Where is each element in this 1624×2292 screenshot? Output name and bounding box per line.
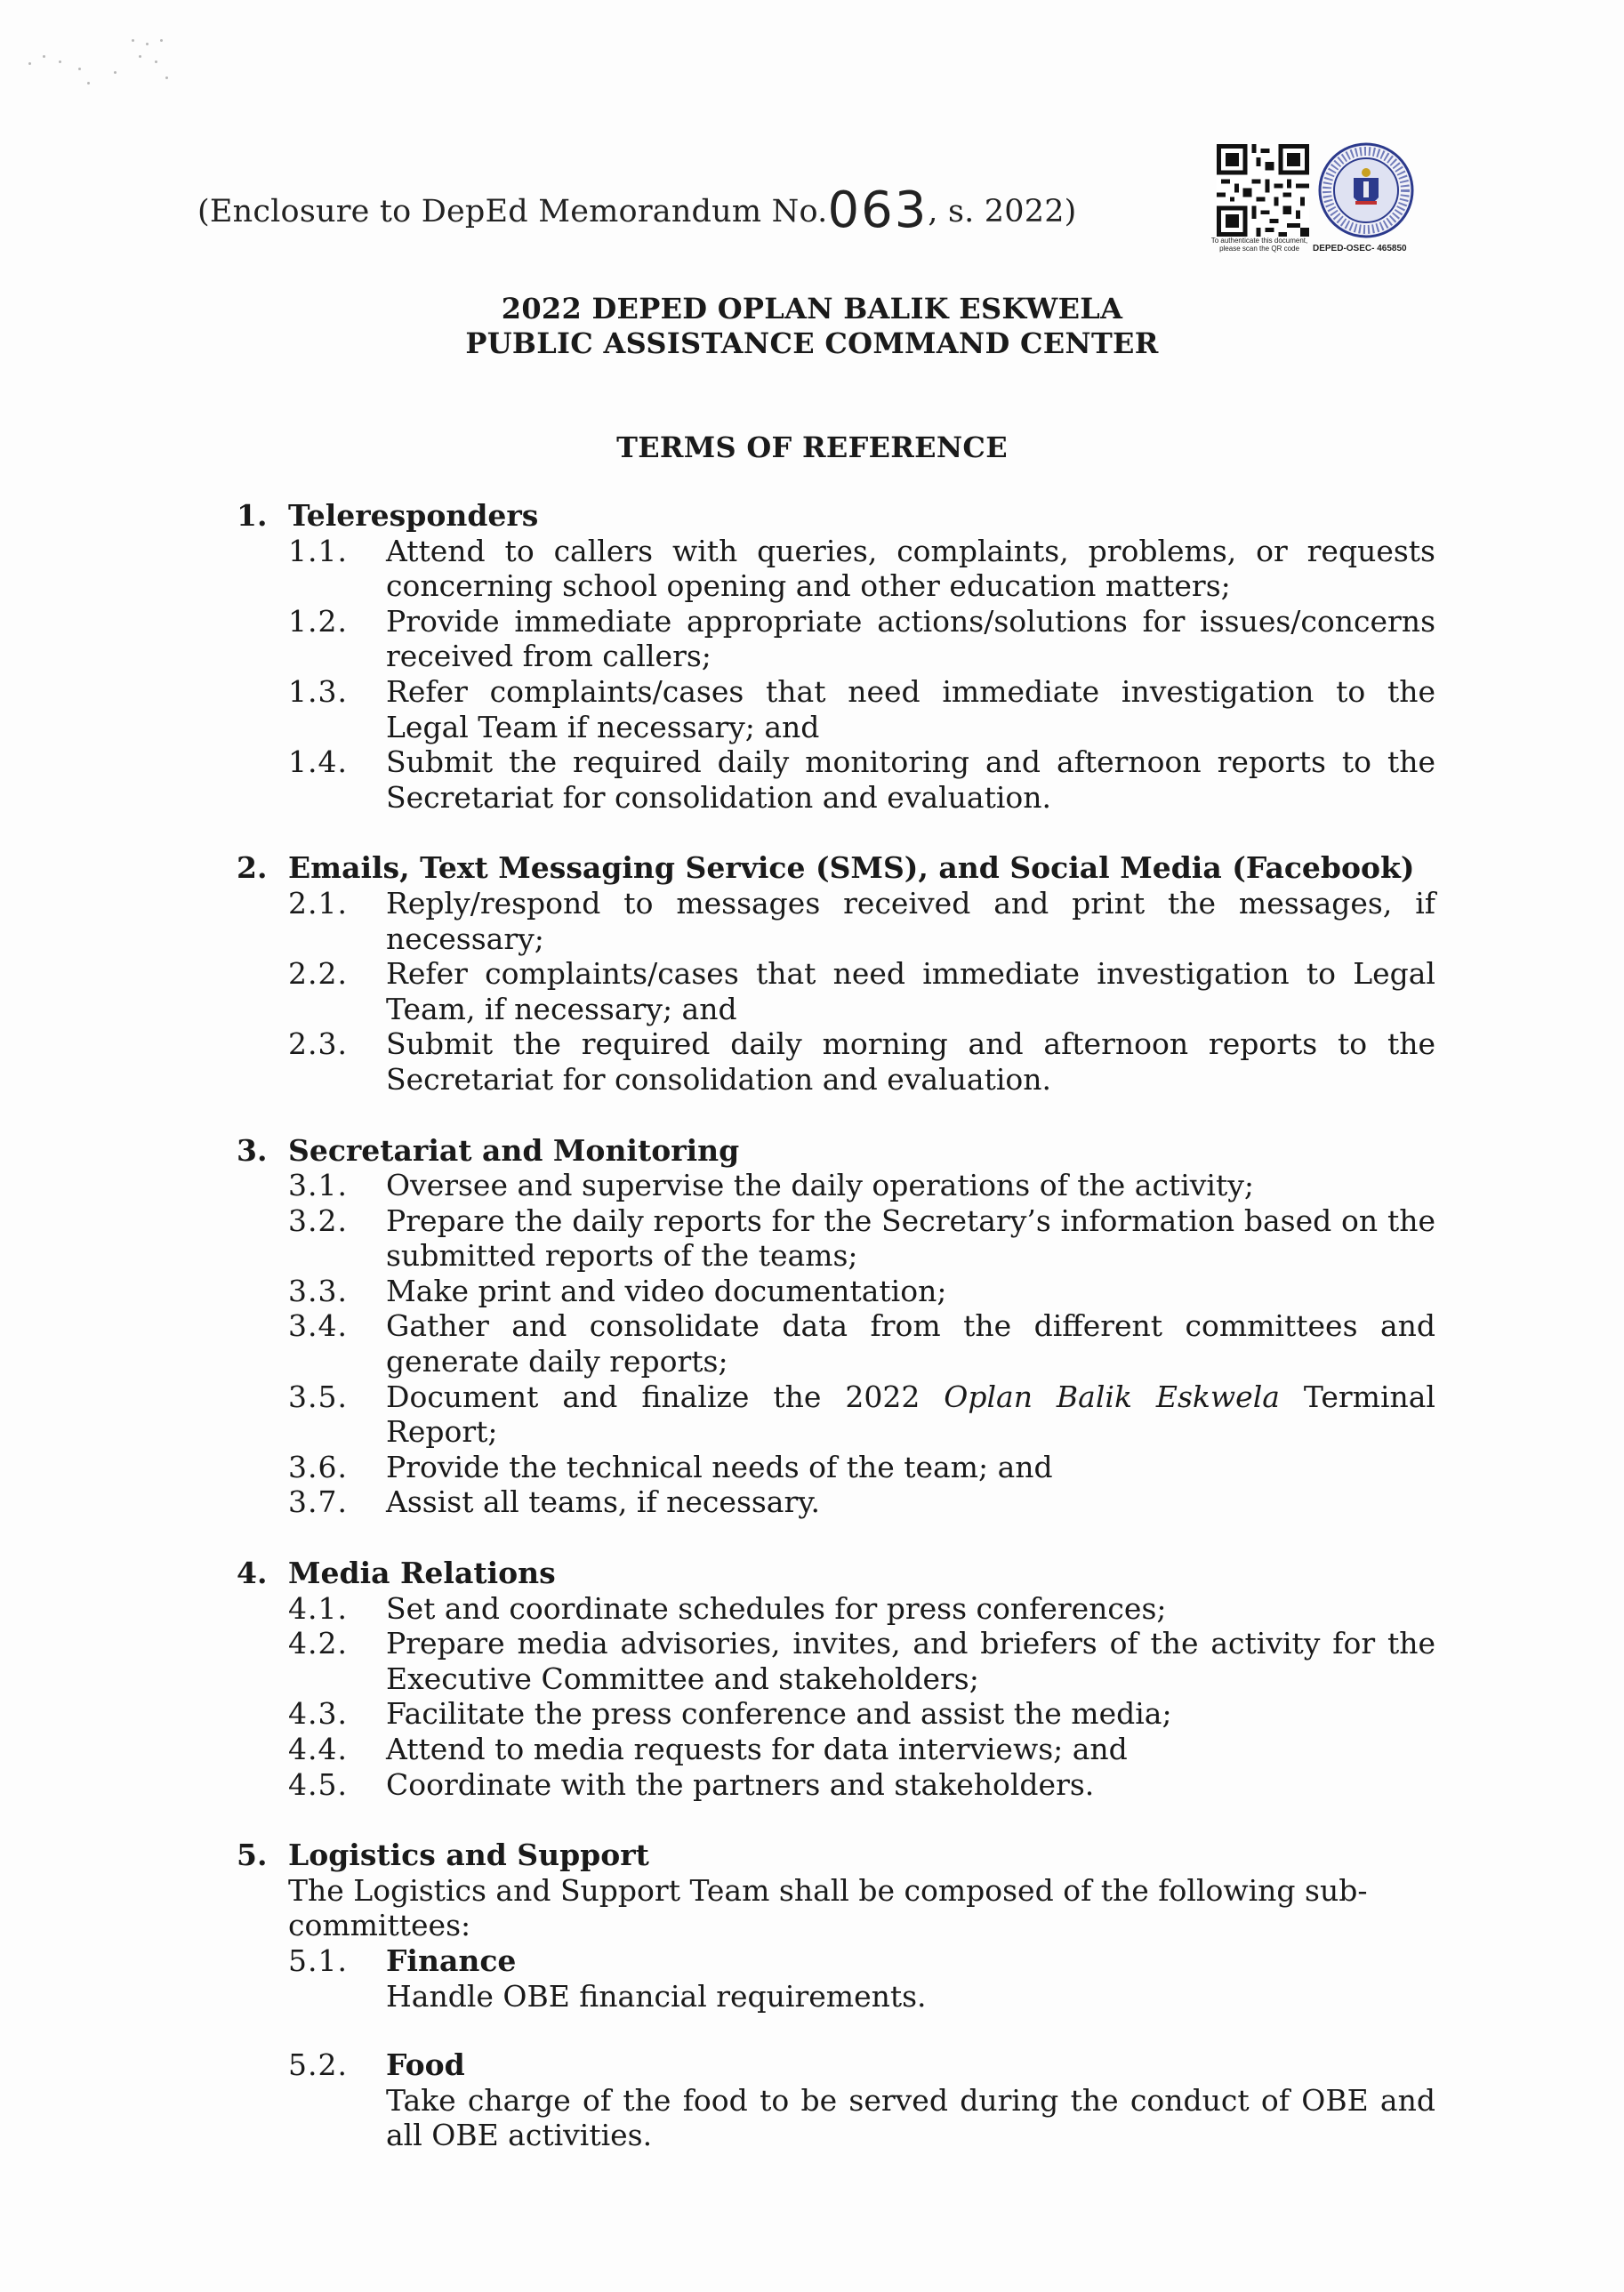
item-text: Set and coordinate schedules for press conferences; xyxy=(386,1590,1167,1626)
list-item xyxy=(237,1168,1435,1203)
subcommittee-finance xyxy=(237,1943,1435,2014)
item-number: 1.4. xyxy=(288,744,348,780)
qr-code-icon xyxy=(1217,144,1314,240)
item-text-italic: Oplan Balik Eskwela xyxy=(944,1379,1280,1414)
section-teleresponders xyxy=(237,498,1435,815)
section-title: Teleresponders xyxy=(288,498,539,533)
section-logistics-support xyxy=(237,1838,1435,2153)
section-heading xyxy=(237,1838,1435,1873)
list-item xyxy=(237,1274,1435,1309)
list-item xyxy=(237,1484,1435,1520)
item-text: Assist all teams, if necessary. xyxy=(386,1484,821,1520)
item-number: 1.2. xyxy=(288,603,348,639)
spacer xyxy=(237,2014,1435,2047)
section-emails-sms-social xyxy=(237,850,1435,1097)
item-text: Oversee and supervise the daily operations of the activity; xyxy=(386,1168,1254,1203)
list-item xyxy=(237,1732,1435,1767)
title-line-2: PUBLIC ASSISTANCE COMMAND CENTER xyxy=(465,326,1159,360)
item-text: Submit the required daily morning and afternoon reports to the Secretariat for consolidation and evaluation. xyxy=(386,1026,1435,1097)
item-number: 4.3. xyxy=(288,1696,348,1732)
enclosure-prefix: (Enclosure to DepEd Memorandum No. xyxy=(197,194,828,229)
item-number: 3.5. xyxy=(288,1379,348,1414)
item-number: 4.5. xyxy=(288,1766,348,1802)
section-title: Logistics and Support xyxy=(288,1838,649,1873)
list-item xyxy=(237,1626,1435,1696)
list-item xyxy=(237,956,1435,1026)
subcommittee-food xyxy=(237,2047,1435,2153)
item-text: Prepare the daily reports for the Secretary’s information based on the submitted reports of the teams; xyxy=(386,1202,1435,1274)
item-number: 3.3. xyxy=(288,1273,348,1308)
section-media-relations xyxy=(237,1556,1435,1802)
item-number: 2.1. xyxy=(288,885,348,921)
enclosure-suffix: , s. 2022) xyxy=(928,194,1077,229)
item-text-pre: Document and finalize the 2022 xyxy=(386,1379,945,1414)
list-item xyxy=(237,1591,1435,1627)
item-number: 3.1. xyxy=(288,1168,348,1203)
memo-number: 063 xyxy=(827,181,929,239)
item-text: Provide immediate appropriate actions/solutions for issues/concerns received from callers; xyxy=(386,603,1435,674)
section-title: Secretariat and Monitoring xyxy=(288,1132,740,1168)
subcommittee-title: Food xyxy=(386,2047,465,2083)
deped-seal-icon xyxy=(1318,142,1414,238)
item-text: Refer complaints/cases that need immediate investigation to Legal Team, if necessary; and xyxy=(386,956,1435,1026)
item-text-post: Terminal Report; xyxy=(386,1379,1435,1450)
list-item xyxy=(237,1696,1435,1732)
subcommittee-text: Take charge of the food to be served during the conduct of OBE and all OBE activities. xyxy=(386,2082,1435,2153)
enclosure-line xyxy=(197,176,1077,239)
item-text: Coordinate with the partners and stakeholders. xyxy=(386,1766,1095,1802)
item-text: Refer complaints/cases that need immediate investigation to the Legal Team if necessary; and xyxy=(386,673,1435,744)
section-number: 2. xyxy=(237,850,268,886)
item-number: 2.2. xyxy=(288,956,348,992)
item-number: 3.2. xyxy=(288,1202,348,1238)
list-item xyxy=(237,534,1435,604)
item-number: 4.1. xyxy=(288,1590,348,1626)
list-item xyxy=(237,1308,1435,1379)
list-item xyxy=(237,1379,1435,1450)
item-text: Attend to media requests for data interviews; and xyxy=(386,1732,1128,1766)
item-number: 5.2. xyxy=(288,2047,348,2083)
list-item xyxy=(237,1767,1435,1803)
section-intro: The Logistics and Support Team shall be composed of the following sub-committees: xyxy=(288,1872,1368,1943)
item-text: Submit the required daily monitoring and afternoon reports to the Secretariat for consolidation and evaluation. xyxy=(386,744,1435,815)
section-secretariat-monitoring xyxy=(237,1133,1435,1521)
subcommittee-title: Finance xyxy=(386,1942,517,1978)
section-heading xyxy=(237,1556,1435,1591)
scan-specks xyxy=(25,36,176,98)
section-number: 3. xyxy=(237,1132,268,1168)
section-title: Media Relations xyxy=(288,1556,556,1591)
item-text: Reply/respond to messages received and print the messages, if necessary; xyxy=(386,885,1435,956)
subcommittee-text: Handle OBE financial requirements. xyxy=(386,1978,927,2014)
terms-of-reference-heading: TERMS OF REFERENCE xyxy=(616,430,1008,464)
item-number: 3.7. xyxy=(288,1484,348,1520)
section-title: Emails, Text Messaging Service (SMS), and Social Media (Facebook) xyxy=(288,850,1415,886)
item-number: 3.6. xyxy=(288,1449,348,1484)
section-heading xyxy=(237,1133,1435,1169)
item-number: 2.3. xyxy=(288,1026,348,1062)
list-item xyxy=(237,674,1435,744)
item-number: 1.1. xyxy=(288,533,348,568)
section-number: 1. xyxy=(237,498,268,533)
item-text xyxy=(386,1379,1435,1450)
section-heading xyxy=(237,850,1435,886)
item-number: 4.4. xyxy=(288,1732,348,1766)
list-item xyxy=(237,604,1435,674)
item-text: Gather and consolidate data from the different committees and generate daily reports; xyxy=(386,1308,1435,1379)
item-text: Facilitate the press conference and assist the media; xyxy=(386,1696,1172,1732)
list-item xyxy=(237,1203,1435,1274)
item-text: Provide the technical needs of the team; and xyxy=(386,1449,1053,1484)
item-number: 5.1. xyxy=(288,1942,348,1978)
section-number: 5. xyxy=(237,1838,268,1873)
list-item xyxy=(237,744,1435,815)
subcommittee-body xyxy=(386,1943,1435,2014)
item-text: Prepare media advisories, invites, and briefers of the activity for the Executive Committee and stakeholders; xyxy=(386,1626,1435,1696)
item-text: Make print and video documentation; xyxy=(386,1273,947,1308)
document-body xyxy=(237,498,1435,2189)
list-item xyxy=(237,1450,1435,1485)
item-number: 1.3. xyxy=(288,673,348,709)
section-number: 4. xyxy=(237,1556,268,1591)
document-code: DEPED-OSEC- 465850 xyxy=(1313,244,1407,253)
item-text: Attend to callers with queries, complaints, problems, or requests concerning school opening and other education matters; xyxy=(386,533,1435,604)
section-heading xyxy=(237,498,1435,534)
list-item xyxy=(237,886,1435,956)
title-line-1: 2022 DEPED OPLAN BALIK ESKWELA xyxy=(501,292,1123,326)
qr-caption: To authenticate this document, please scan the QR code xyxy=(1210,237,1308,253)
item-number: 3.4. xyxy=(288,1308,348,1344)
item-number: 4.2. xyxy=(288,1626,348,1661)
subcommittee-body xyxy=(386,2047,1435,2153)
list-item xyxy=(237,1026,1435,1097)
